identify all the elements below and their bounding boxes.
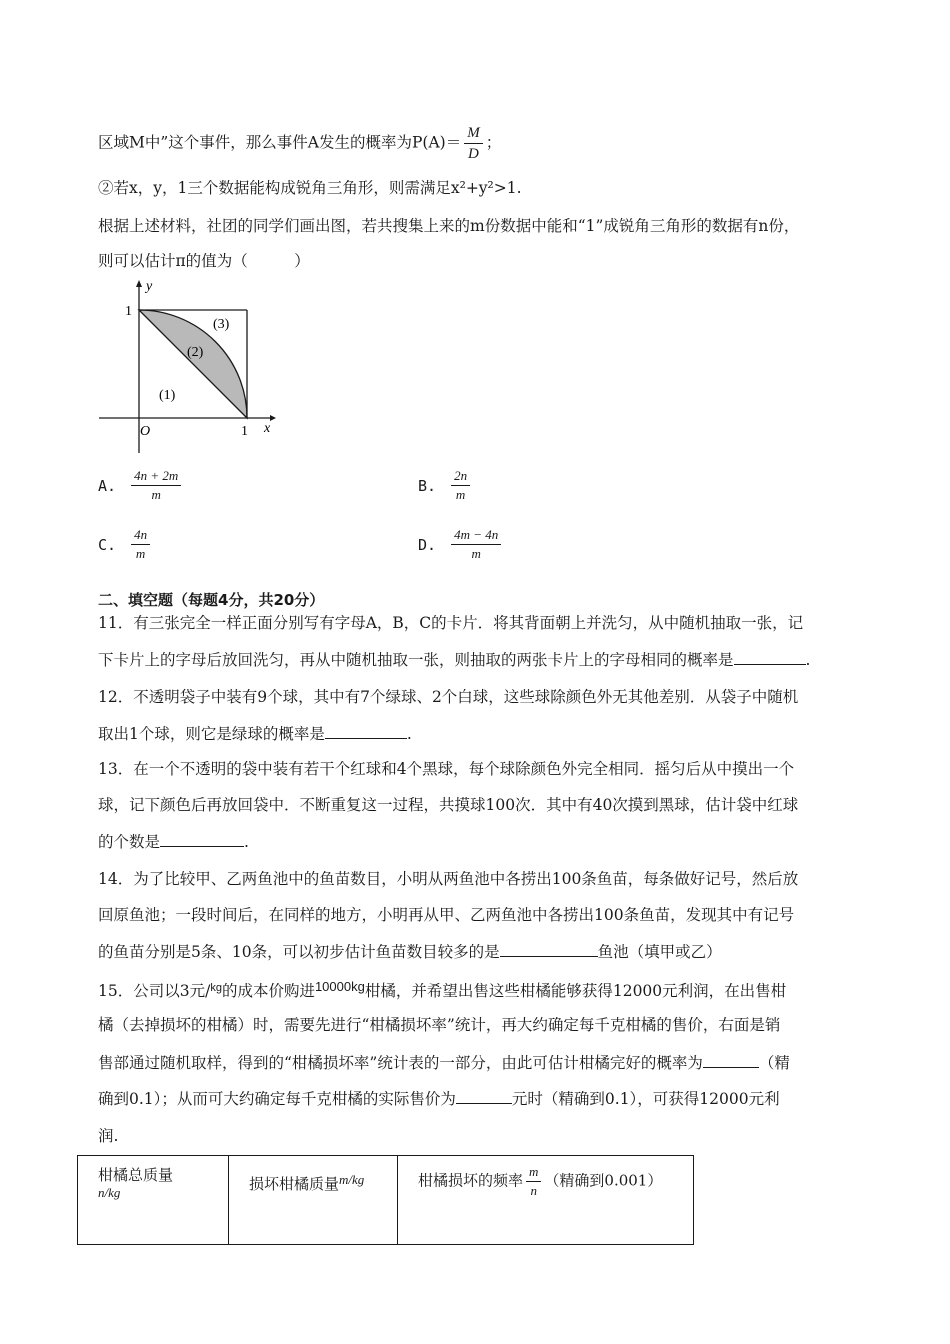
q14-line-1: 14．为了比较甲、乙两鱼池中的鱼苗数目，小明从两鱼池中各捞出100条鱼苗，每条做好记号，然后放: [98, 870, 799, 888]
q15-line-5: 润.: [98, 1127, 119, 1145]
q15-line-2: 橘（去掉损坏的柑橘）时，需要先进行“柑橘损坏率”统计，再大约确定每千克柑橘的售价，右面是销: [98, 1016, 781, 1034]
intro-line-2: ②若x，y，1三个数据能构成锐角三角形，则需满足x²+y²>1.: [98, 179, 522, 197]
q15-probability-blank[interactable]: [703, 1051, 759, 1068]
origin-label: O: [140, 424, 151, 439]
q14-line-3: 的鱼苗分别是5条、10条，可以初步估计鱼苗数目较多的是 鱼池（填甲或乙）: [98, 940, 722, 963]
option-d[interactable]: D. $\frac{4m - 4n}{m}$: [418, 527, 504, 562]
frequency-fraction: $\frac{m}{n}$: [526, 1164, 541, 1199]
intro-line-3: 根据上述材料，社团的同学们画出图，若共搜集上来的m份数据中能和“1”成锐角三角形的数据有n份，: [98, 217, 800, 235]
option-c[interactable]: C. $\frac{4n}{m}$: [98, 527, 153, 562]
q15-line-1: 15．公司以3元/$^{kg}$的成本价购进$^{10000kg}$柑橘，并希望出售这些柑橘能够获得12000元利润，在出售柑: [98, 979, 787, 1000]
q13-answer-blank[interactable]: [160, 830, 244, 847]
header-total-mass: 柑橘总质量 n/kg: [78, 1156, 229, 1245]
quarter-circle-figure: [92, 275, 292, 455]
region-2-shape: [139, 310, 247, 418]
intro-line-1: 区域M中”这个事件，那么事件A发生的概率为P(A)＝ $\frac{M}{D}$ ；: [98, 125, 502, 162]
q13-line-2: 球，记下颜色后再放回袋中．不断重复这一过程，共摸球100次．其中有40次摸到黑球，估计袋中红球: [98, 796, 799, 814]
probability-fraction: $\frac{M}{D}$: [464, 124, 483, 163]
option-a[interactable]: A. $\frac{4n + 2m}{m}$: [98, 468, 184, 503]
section-heading: 二、填空题（每题4分，共20分）: [98, 591, 325, 609]
q15-price-blank[interactable]: [456, 1087, 512, 1104]
y-axis-label: y: [146, 279, 153, 294]
q14-answer-blank[interactable]: [500, 940, 598, 957]
q12-line-1: 12．不透明袋子中装有9个球，其中有7个绿球、2个白球，这些球除颜色外无其他差别．从袋子中随机: [98, 688, 799, 706]
option-c-fraction: $\frac{4n}{m}$: [131, 527, 150, 562]
q11-line-1: 11．有三张完全一样正面分别写有字母A，B，C的卡片．将其背面朝上并洗匀，从中随机抽取一张，记: [98, 614, 804, 632]
q15-line-4: 确到0.1）；从而可大约确定每千克柑橘的实际售价为 元时（精确到0.1），可获得12000元利: [98, 1087, 780, 1110]
orange-damage-table: [77, 1155, 694, 1245]
q11-answer-blank[interactable]: [734, 648, 806, 665]
region-3-label: (3): [213, 317, 230, 332]
intro-line-4: 则可以估计π的值为（ ）: [98, 252, 310, 270]
q12-answer-blank[interactable]: [325, 722, 407, 739]
header-damaged-mass: 损坏柑橘质量m/kg: [229, 1156, 398, 1245]
x-axis-label: x: [264, 421, 271, 436]
y-axis-arrow: [136, 280, 142, 287]
q14-line-2: 回原鱼池；一段时间后，在同样的地方，小明再从甲、乙两鱼池中各捞出100条鱼苗，发现其中有记号: [98, 906, 795, 924]
q13-line-1: 13．在一个不透明的袋中装有若干个红球和4个黑球，每个球除颜色外完全相同．摇匀后从中摸出一个: [98, 760, 795, 778]
x-tick-label: 1: [241, 424, 248, 439]
q13-line-3: 的个数是 .: [98, 830, 249, 853]
intro-text-1: 区域M中”这个事件，那么事件A发生的概率为P(A)＝: [98, 133, 462, 152]
q12-line-2: 取出1个球，则它是绿球的概率是 .: [98, 722, 412, 745]
region-1-label: (1): [159, 388, 176, 403]
table-header-row: [78, 1156, 694, 1245]
region-2-label: (2): [187, 345, 204, 360]
option-b[interactable]: B. $\frac{2n}{m}$: [418, 468, 473, 503]
q15-line-3: 售部通过随机取样，得到的“柑橘损坏率”统计表的一部分，由此可估计柑橘完好的概率为 （精: [98, 1051, 790, 1074]
q11-line-2: 下卡片上的字母后放回洗匀，再从中随机抽取一张，则抽取的两张卡片上的字母相同的概率是 .: [98, 648, 810, 671]
x-axis-arrow: [270, 415, 276, 421]
y-tick-label: 1: [125, 304, 132, 319]
option-a-fraction: $\frac{4n + 2m}{m}$: [131, 468, 181, 503]
option-d-fraction: $\frac{4m - 4n}{m}$: [451, 527, 501, 562]
header-damage-frequency: 柑橘损坏的频率 $\frac{m}{n}$ （精确到0.001）: [398, 1156, 694, 1245]
option-b-fraction: $\frac{2n}{m}$: [451, 468, 470, 503]
